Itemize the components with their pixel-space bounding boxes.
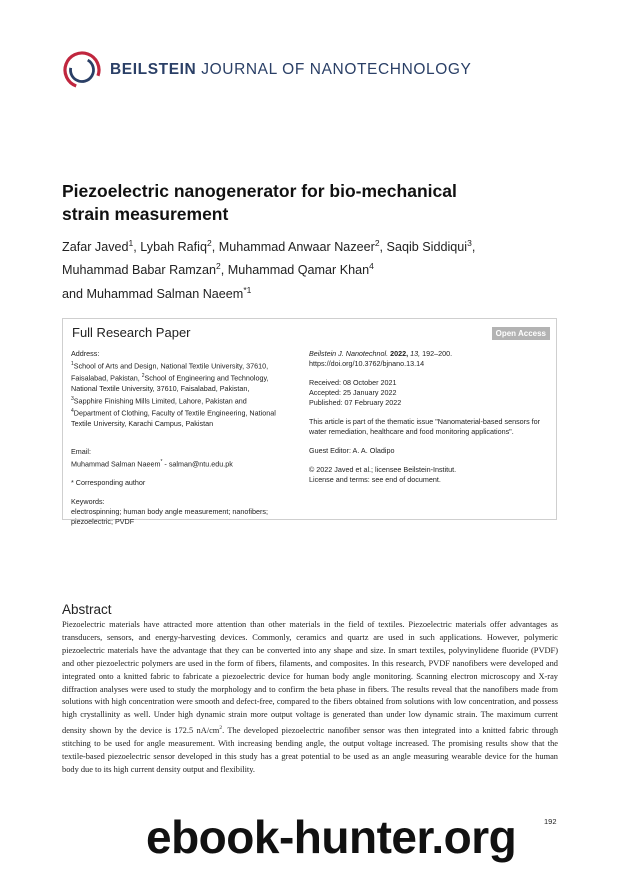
received-date: Received: 08 October 2021 <box>309 378 397 387</box>
author-7[interactable]: and Muhammad Salman Naeem$^{*1}$ <box>62 284 252 301</box>
journal-name-light: JOURNAL OF NANOTECHNOLOGY <box>201 61 472 78</box>
author-3[interactable]: Muhammad Anwaar Nazeer$^2$ <box>218 238 380 255</box>
thematic-issue: This article is part of the thematic issue "Nanomaterial-based sensors for water remediation, healthcare and food monitoring applications". <box>309 417 541 436</box>
keywords-label: Keywords: <box>71 496 105 506</box>
author-1[interactable]: Zafar Javed$^1$ <box>62 238 134 255</box>
email-line[interactable]: Muhammad Salman Naeem* - salman@ntu.edu.pk <box>71 458 233 468</box>
open-access-badge: Open Access <box>492 327 550 340</box>
keywords-text: electrospinning; human body angle measurement; nanofibers; piezoelectric; PVDF <box>71 506 268 526</box>
license: License and terms: see end of document. <box>309 475 441 484</box>
abstract-heading: Abstract <box>62 602 112 617</box>
beilstein-logo-icon <box>62 50 102 90</box>
email-label: Email: <box>71 446 91 456</box>
author-2[interactable]: Lybah Rafiq$^2$ <box>140 238 212 255</box>
copyright: © 2022 Javed et al.; licensee Beilstein-Institut. <box>309 465 457 474</box>
journal-logo <box>62 50 472 90</box>
article-info-box <box>62 318 557 526</box>
author-5[interactable]: Muhammad Babar Ramzan$^2$ <box>62 261 221 278</box>
accepted-date: Accepted: 25 January 2022 <box>309 388 397 397</box>
citation: Beilstein J. Nanotechnol. 2022, 13, 192–200. <box>309 349 453 358</box>
article-type: Full Research Paper <box>72 325 191 340</box>
published-date: Published: 07 February 2022 <box>309 398 402 407</box>
article-title: Piezoelectric nanogenerator for bio-mechanical strain measurement <box>62 181 457 224</box>
corresponding-note: * Corresponding author <box>71 477 146 487</box>
journal-name-bold: BEILSTEIN <box>110 61 197 78</box>
address-label: Address: <box>71 349 100 358</box>
info-left-column <box>71 349 281 527</box>
author-list: Zafar Javed$^1$, Lybah Rafiq$^2$, Muhammad Anwaar Nazeer$^2$, Saqib Siddiqui$^3$, Muhammad Babar Ramzan$^2$, Muhammad Qamar Khan$^4$ and Muhammad Salman Naeem$^{*1}$ <box>62 238 476 301</box>
doi-link[interactable]: https://doi.org/10.3762/bjnano.13.14 <box>309 359 425 368</box>
guest-editor: Guest Editor: A. A. Oladipo <box>309 446 395 455</box>
author-4[interactable]: Saqib Siddiqui$^3$ <box>386 238 472 255</box>
author-6[interactable]: Muhammad Qamar Khan$^4$ <box>227 261 374 278</box>
watermark: ebook-hunter.org <box>146 811 517 863</box>
info-right-column <box>309 349 549 485</box>
address-text: $^1$School of Arts and Design, National Textile University, 37610, Faisalabad, Pakistan, $^2$School of Engineering and Technology, National Textile University, 37610, Faisalabad, Pakistan, $^3$Sapphire Finishing Mills Limited, Lahore, Pakistan and $^4$Department of Clothing, Faculty of Textile Engineering, National Textile University, Karachi Campus, Pakistan <box>71 361 276 428</box>
journal-name <box>110 61 472 79</box>
page-number: 192 <box>544 817 557 826</box>
abstract-text: Piezoelectric materials have attracted more attention than other materials in the field of textiles. Piezoelectric materials offer advantages as transducers, sensors, and energy-harvesting devices. Commonly, ceramics and quartz are used in such applications. However, polymeric piezoelectric materials have the advantage that they can be converted into any shape and size. In smart textiles, polyvinylidene fluoride (PVDF) and other piezoelectric polymers are used in the form of fibers, filaments, and composites. In this research, PVDF nanofibers were developed and integrated onto a knitted fabric to fabricate a piezoelectric device for human body angle monitoring. Scanning electron microscopy and X-ray diffraction analyses were used to study the morphology and to confirm the beta phase in fibers. The results reveal that the nanofibers made from solutions with high concentration were smooth and defect-free, compared to the fibers obtained from solutions with low concentration, and possess high crystallinity as well. Under high dynamic strain more output voltage is generated than under low dynamic strain. The maximum current density shown by the device is 172.5 $nA/cm^2$. The developed piezoelectric nanofiber sensor was then integrated into a knitted fabric through stitching to be used for angle measurement. With increasing bending angle, the output voltage increased. The promising results show that the textile-based piezoelectric sensor developed in this study has a great potential to be used as an angle measuring wearable device for the human body due to its high current density output and flexibility. <box>62 620 559 774</box>
